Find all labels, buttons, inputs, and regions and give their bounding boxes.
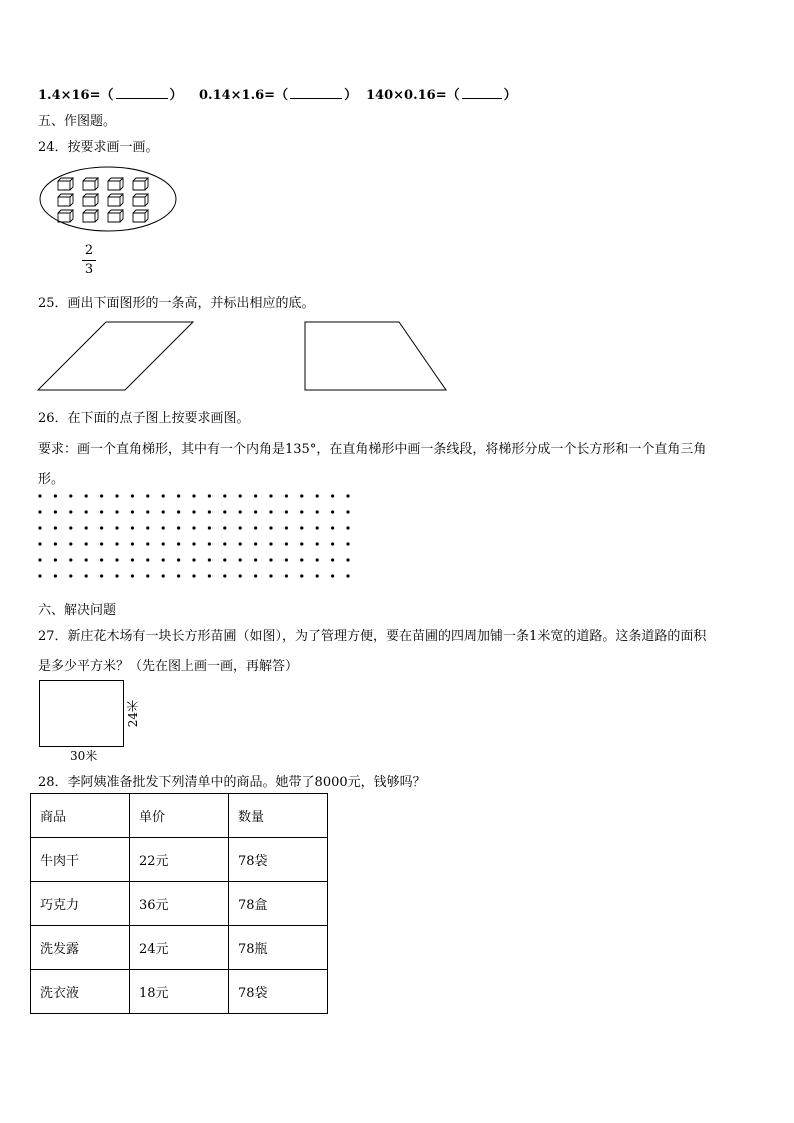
- table-cell: 18元: [130, 970, 229, 1014]
- grid-dot[interactable]: [131, 494, 134, 497]
- grid-dot[interactable]: [223, 542, 226, 545]
- table-row: [31, 838, 328, 882]
- grid-dot[interactable]: [239, 526, 242, 529]
- q28-text: 28．李阿姨准备批发下列清单中的商品。她带了8000元，钱够吗？: [38, 775, 426, 790]
- grid-dot[interactable]: [162, 526, 165, 529]
- grid-dot[interactable]: [131, 526, 134, 529]
- grid-dot[interactable]: [346, 542, 349, 545]
- cube-icon: [83, 178, 98, 190]
- q27-text-line2: 是多少平方米？（先在图上画一画，再解答）: [38, 659, 299, 674]
- grid-dot[interactable]: [131, 510, 134, 513]
- table-cell: 洗衣液: [31, 970, 130, 1014]
- grid-dot[interactable]: [192, 558, 195, 561]
- grid-dot[interactable]: [331, 558, 334, 561]
- grid-dot[interactable]: [38, 574, 41, 577]
- grid-dot[interactable]: [316, 558, 319, 561]
- grid-dot[interactable]: [285, 542, 288, 545]
- grid-dot[interactable]: [239, 510, 242, 513]
- grid-dot[interactable]: [85, 574, 88, 577]
- grid-dot[interactable]: [69, 526, 72, 529]
- cube-icon: [58, 194, 73, 206]
- grid-dot[interactable]: [100, 558, 103, 561]
- calc-item-1: 1.4×16=（ ）: [38, 84, 183, 103]
- table-cell: 牛肉干: [31, 838, 130, 882]
- cube-icon: [133, 194, 148, 206]
- grid-dot[interactable]: [85, 510, 88, 513]
- table-cell: 78盒: [229, 882, 328, 926]
- grid-dot[interactable]: [54, 542, 57, 545]
- cube-icon: [58, 178, 73, 190]
- grid-dot[interactable]: [192, 510, 195, 513]
- grid-dot[interactable]: [300, 542, 303, 545]
- fraction-numerator: 2: [84, 243, 94, 258]
- grid-dot[interactable]: [146, 574, 149, 577]
- fraction-label: [82, 243, 96, 278]
- grid-dot[interactable]: [316, 494, 319, 497]
- grid-dot[interactable]: [254, 526, 257, 529]
- rectangle-nursery-figure: [39, 680, 129, 750]
- grid-dot[interactable]: [208, 526, 211, 529]
- grid-dot[interactable]: [192, 494, 195, 497]
- grid-dot[interactable]: [269, 558, 272, 561]
- grid-dot[interactable]: [346, 494, 349, 497]
- grid-dot[interactable]: [300, 494, 303, 497]
- grid-dot[interactable]: [146, 494, 149, 497]
- grid-dot[interactable]: [331, 574, 334, 577]
- q26-requirement-line2: 形。: [38, 472, 65, 487]
- grid-dot[interactable]: [239, 574, 242, 577]
- grid-dot[interactable]: [208, 510, 211, 513]
- grid-dot[interactable]: [131, 542, 134, 545]
- grid-dot[interactable]: [54, 574, 57, 577]
- grid-dot[interactable]: [239, 542, 242, 545]
- grid-dot[interactable]: [177, 542, 180, 545]
- grid-dot[interactable]: [223, 526, 226, 529]
- answer-blank-2[interactable]: [290, 85, 342, 99]
- grid-dot[interactable]: [300, 526, 303, 529]
- grid-dot[interactable]: [54, 526, 57, 529]
- grid-dot[interactable]: [100, 526, 103, 529]
- grid-dot[interactable]: [100, 542, 103, 545]
- table-cell: 78袋: [229, 970, 328, 1014]
- grid-dot[interactable]: [38, 510, 41, 513]
- cube-icon: [83, 194, 98, 206]
- cube-group: [58, 178, 148, 222]
- grid-dot[interactable]: [331, 510, 334, 513]
- grid-dot[interactable]: [115, 558, 118, 561]
- width-label: 30米: [70, 749, 98, 763]
- grid-dot[interactable]: [239, 494, 242, 497]
- grid-dot[interactable]: [254, 542, 257, 545]
- grid-dot[interactable]: [85, 542, 88, 545]
- calc-item-2: 0.14×1.6=（ ）: [199, 84, 357, 103]
- grid-dot[interactable]: [100, 494, 103, 497]
- q26-text: 26．在下面的点子图上按要求画图。: [38, 411, 250, 426]
- grid-dot[interactable]: [38, 558, 41, 561]
- grid-dot[interactable]: [254, 574, 257, 577]
- grid-dot[interactable]: [346, 526, 349, 529]
- grid-dot[interactable]: [254, 494, 257, 497]
- grid-dot[interactable]: [285, 526, 288, 529]
- cubes-ellipse-figure: [39, 165, 179, 233]
- grid-dot[interactable]: [38, 494, 41, 497]
- fraction-bar: [82, 260, 96, 261]
- answer-blank-1[interactable]: [116, 85, 168, 99]
- grid-dot[interactable]: [269, 574, 272, 577]
- grid-dot[interactable]: [69, 558, 72, 561]
- grid-dot[interactable]: [38, 526, 41, 529]
- grid-dot[interactable]: [131, 558, 134, 561]
- grid-dot[interactable]: [115, 494, 118, 497]
- cube-icon: [133, 178, 148, 190]
- grid-dot[interactable]: [208, 494, 211, 497]
- grid-dot[interactable]: [85, 526, 88, 529]
- table-row: [31, 970, 328, 1014]
- grid-dot[interactable]: [269, 542, 272, 545]
- grid-dot[interactable]: [316, 574, 319, 577]
- grid-dot[interactable]: [285, 494, 288, 497]
- grid-dot[interactable]: [69, 510, 72, 513]
- grid-dot[interactable]: [69, 542, 72, 545]
- header-cell: 数量: [229, 794, 328, 838]
- grid-dot[interactable]: [115, 574, 118, 577]
- table-row: [31, 926, 328, 970]
- table-cell: 巧克力: [31, 882, 130, 926]
- grid-dot[interactable]: [223, 510, 226, 513]
- calc-item-3: 140×0.16=（ ）: [366, 84, 517, 103]
- grid-dot[interactable]: [346, 574, 349, 577]
- table-header-row: [31, 794, 328, 838]
- q25-text: 25．画出下面图形的一条高，并标出相应的底。: [38, 296, 315, 311]
- grid-dot[interactable]: [269, 494, 272, 497]
- grid-dot[interactable]: [300, 574, 303, 577]
- parallelogram: [38, 322, 193, 390]
- cube-icon: [108, 178, 123, 190]
- grid-dot[interactable]: [162, 558, 165, 561]
- grid-dot[interactable]: [131, 574, 134, 577]
- cube-icon: [83, 210, 98, 222]
- table-cell: 24元: [130, 926, 229, 970]
- grid-dot[interactable]: [239, 558, 242, 561]
- grid-dot[interactable]: [38, 542, 41, 545]
- section-6-heading: 六、解决问题: [38, 603, 117, 618]
- grid-dot[interactable]: [146, 542, 149, 545]
- cube-icon: [108, 194, 123, 206]
- grid-dot[interactable]: [115, 542, 118, 545]
- trapezoid: [305, 322, 446, 390]
- grid-dot[interactable]: [223, 558, 226, 561]
- grid-dot[interactable]: [208, 542, 211, 545]
- grid-dot[interactable]: [192, 542, 195, 545]
- grid-dot[interactable]: [115, 526, 118, 529]
- grid-dot[interactable]: [269, 510, 272, 513]
- header-cell: 单价: [130, 794, 229, 838]
- grid-dot[interactable]: [177, 510, 180, 513]
- grid-dot[interactable]: [316, 542, 319, 545]
- dot-grid[interactable]: [37, 493, 357, 583]
- grid-dot[interactable]: [146, 526, 149, 529]
- grid-dot[interactable]: [208, 558, 211, 561]
- grid-dot[interactable]: [146, 558, 149, 561]
- grid-dot[interactable]: [100, 510, 103, 513]
- grid-dot[interactable]: [85, 558, 88, 561]
- grid-dot[interactable]: [331, 526, 334, 529]
- grid-dot[interactable]: [316, 510, 319, 513]
- cube-icon: [108, 210, 123, 222]
- grid-dot[interactable]: [162, 542, 165, 545]
- q26-requirement-line1: 要求：画一个直角梯形，其中有一个内角是135°，在直角梯形中画一条线段，将梯形分成一个长方形和一个直角三角: [38, 442, 707, 457]
- grid-dot[interactable]: [316, 526, 319, 529]
- answer-blank-3[interactable]: [462, 85, 502, 99]
- grid-dot[interactable]: [54, 510, 57, 513]
- trapezoid-figure: [304, 321, 449, 391]
- table-row: [31, 882, 328, 926]
- cube-icon: [58, 210, 73, 222]
- height-label: 24米: [126, 700, 140, 728]
- parallelogram-figure: [37, 321, 197, 391]
- grid-dot[interactable]: [177, 558, 180, 561]
- grid-dot[interactable]: [285, 510, 288, 513]
- grid-dot[interactable]: [346, 510, 349, 513]
- table-cell: 洗发露: [31, 926, 130, 970]
- grid-dot[interactable]: [146, 510, 149, 513]
- q24-text: 24．按要求画一画。: [38, 140, 159, 155]
- grid-dot[interactable]: [162, 494, 165, 497]
- grid-dot[interactable]: [177, 494, 180, 497]
- grid-dot[interactable]: [177, 574, 180, 577]
- q27-text-line1: 27．新庄花木场有一块长方形苗圃（如图），为了管理方便，要在苗圃的四周加铺一条1米宽的道路。这条道路的面积: [38, 629, 707, 644]
- grid-dot[interactable]: [269, 526, 272, 529]
- grid-dot[interactable]: [162, 510, 165, 513]
- table-cell: 78瓶: [229, 926, 328, 970]
- table-cell: 36元: [130, 882, 229, 926]
- goods-table: [30, 793, 328, 1014]
- grid-dot[interactable]: [69, 494, 72, 497]
- table-cell: 78袋: [229, 838, 328, 882]
- grid-dot[interactable]: [223, 574, 226, 577]
- grid-dot[interactable]: [177, 526, 180, 529]
- header-cell: 商品: [31, 794, 130, 838]
- grid-dot[interactable]: [192, 526, 195, 529]
- grid-dot[interactable]: [85, 494, 88, 497]
- grid-dot[interactable]: [69, 574, 72, 577]
- section-5-heading: 五、作图题。: [38, 114, 117, 129]
- grid-dot[interactable]: [285, 558, 288, 561]
- grid-dot[interactable]: [346, 558, 349, 561]
- table-cell: 22元: [130, 838, 229, 882]
- grid-dot[interactable]: [100, 574, 103, 577]
- cube-icon: [133, 210, 148, 222]
- grid-dot[interactable]: [254, 510, 257, 513]
- grid-dot[interactable]: [300, 510, 303, 513]
- grid-dot[interactable]: [54, 494, 57, 497]
- nursery-rectangle: [40, 681, 124, 747]
- grid-dot[interactable]: [208, 574, 211, 577]
- grid-dot[interactable]: [54, 558, 57, 561]
- fraction-denominator: 3: [84, 262, 94, 277]
- grid-dot[interactable]: [223, 494, 226, 497]
- grid-dot[interactable]: [285, 574, 288, 577]
- grid-dot[interactable]: [192, 574, 195, 577]
- grid-dot[interactable]: [162, 574, 165, 577]
- grid-dot[interactable]: [254, 558, 257, 561]
- grid-dot[interactable]: [300, 558, 303, 561]
- grid-dot[interactable]: [331, 542, 334, 545]
- grid-dot[interactable]: [115, 510, 118, 513]
- grid-dot[interactable]: [331, 494, 334, 497]
